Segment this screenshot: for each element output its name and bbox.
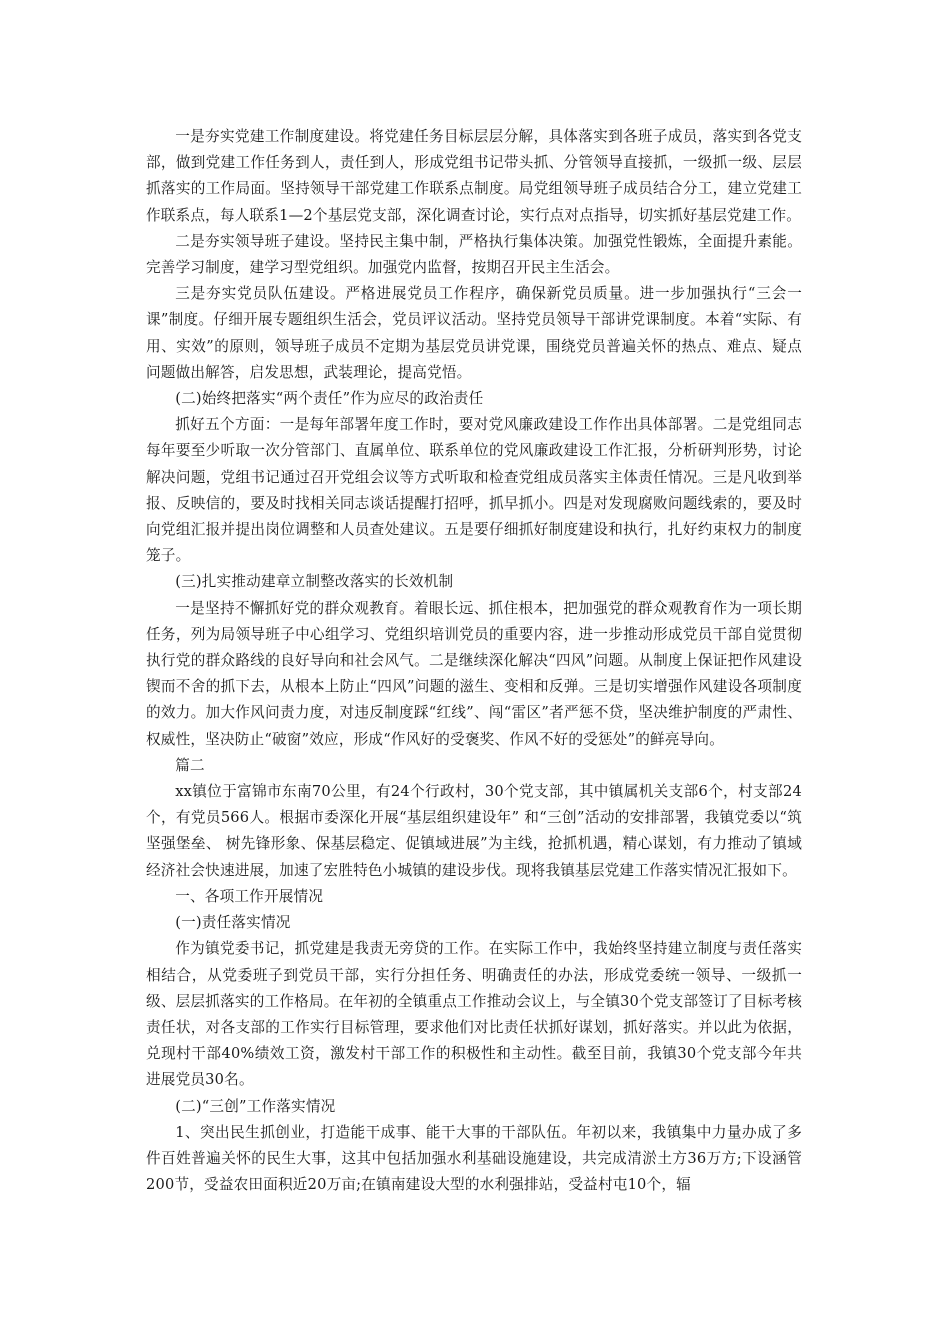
section-heading-2: (二)始终把落实“两个责任”作为应尽的政治责任 — [175, 390, 484, 408]
paragraph-14: 1、突出民生抓创业，打造能干成事、能干大事的干部队伍。年初以来，我镇集中力量办成了多件百姓普遍关怀的民生大事，这其中包括加强水利基础设施建设，共完成清淤土方36万方;下设涵管200节，受益农田面积近20万亩;在镇南建设大型的水利强排站，受益村屯10个，辐 — [146, 1123, 802, 1194]
paragraph-2: 二是夯实领导班子建设。坚持民主集中制，严格执行集体决策。加强党性锻炼，全面提升素能。完善学习制度，建学习型党组织。加强党内监督，按期召开民主生活会。 — [146, 232, 802, 277]
paragraph-5: 抓好五个方面：一是每年部署年度工作时，要对党风廉政建设工作作出具体部署。二是党组同志每年要至少听取一次分管部门、直属单位、联系单位的党风廉政建设工作汇报，分析研判形势，讨论解决问题，党组书记通过召开党组会议等方式听取和检查党组成员落实主体责任情况。三是凡收到举报、反映信的，要及时找相关同志谈话提醒打招呼，抓早抓小。四是对发现腐败问题线索的，要及时向党组汇报并提出岗位调整和人员查处建议。五是要仔细抓好制度建设和执行，扎好约束权力的制度笼子。 — [146, 416, 802, 565]
paragraph-9: xx镇位于富锦市东南70公里，有24个行政村，30个党支部，其中镇属机关支部6个，村支部24个，有党员566人。根据市委深化开展“基层组织建设年” 和“三创”活动的安排部署，我镇党委以“筑坚强堡垒、 树先锋形象、保基层稳定、促镇域进展”为主线，抢抓机遇，精心谋划，有力推动了镇域经济社会快速进展，加速了宏胜特色小城镇的建设步伐。现将我镇基层党建工作落实情况汇报如下。 — [146, 783, 802, 879]
section-heading-3: (三)扎实推动建章立制整改落实的长效机制 — [175, 573, 454, 591]
chapter-heading: 篇二 — [175, 756, 205, 774]
subsection-heading-2: (二)“三创”工作落实情况 — [175, 1097, 336, 1115]
paragraph-3: 三是夯实党员队伍建设。严格进展党员工作程序，确保新党员质量。进一步加强执行“三会一课”制度。仔细开展专题组织生活会，党员评议活动。坚持党员领导干部讲党课制度。本着“实际、有用、实效”的原则，领导班子成员不定期为基层党员讲党课，围绕党员普遍关怀的热点、难点、疑点问题做出解答，启发思想，武装理论，提高党悟。 — [146, 285, 802, 381]
section-heading-main: 一、各项工作开展情况 — [175, 887, 324, 905]
document-page — [146, 124, 802, 1198]
paragraph-7: 一是坚持不懈抓好党的群众观教育。着眼长远、抓住根本，把加强党的群众观教育作为一项长期任务，列为局领导班子中心组学习、党组织培训党员的重要内容，进一步推动形成党员干部自觉贯彻执行党的群众路线的良好导向和社会风气。二是继续深化解决“四风”问题。从制度上保证把作风建设锲而不舍的抓下去，从根本上防止“四风”问题的滋生、变相和反弹。三是切实增强作风建设各项制度的效力。加大作风问责力度，对违反制度踩“红线”、闯“雷区”者严惩不贷，坚决维护制度的严肃性、权威性，坚决防止“破窗”效应，形成“作风好的受褒奖、作风不好的受惩处”的鲜亮导向。 — [146, 599, 802, 748]
paragraph-12: 作为镇党委书记，抓党建是我责无旁贷的工作。在实际工作中，我始终坚持建立制度与责任落实相结合，从党委班子到党员干部，实行分担任务、明确责任的办法，形成党委统一领导、一级抓一级、层层抓落实的工作格局。在年初的全镇重点工作推动会议上，与全镇30个党支部签订了目标考核责任状，对各支部的工作实行目标管理，要求他们对比责任状抓好谋划，抓好落实。并以此为依据，兑现村干部40%绩效工资，激发村干部工作的积极性和主动性。截至目前，我镇30个党支部今年共进展党员30名。 — [146, 940, 802, 1089]
paragraph-1: 一是夯实党建工作制度建设。将党建任务目标层层分解，具体落实到各班子成员，落实到各党支部，做到党建工作任务到人，责任到人，形成党组书记带头抓、分管领导直接抓，一级抓一级、层层抓落实的工作局面。坚持领导干部党建工作联系点制度。局党组领导班子成员结合分工，建立党建工作联系点，每人联系1—2个基层党支部，深化调查讨论，实行点对点指导，切实抓好基层党建工作。 — [146, 128, 802, 224]
subsection-heading-1: (一)责任落实情况 — [175, 914, 291, 932]
